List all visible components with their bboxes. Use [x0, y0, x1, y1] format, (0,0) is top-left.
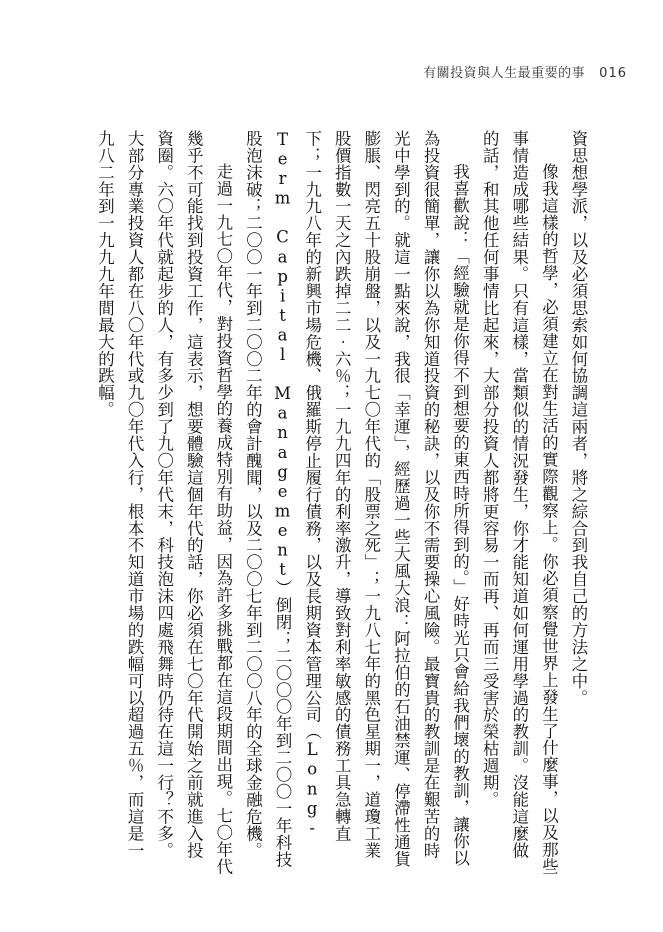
running-header-title: 有關投資與人生最重要的事 [423, 66, 586, 81]
paragraph: 走過一九七〇年代，對投資哲學的養成特別有助益，因為許多挑戰都在這段期間出現。七〇年代幾乎不可能找到投資工作，這表示，想要體驗這個年代的話，你必須在七〇年代開始之前就進入投資圈。六〇年代就起步的人，有多少到了九〇年代末，科技泡沫四處飛舞時仍待在這一行？不多。大部分專業投資人都在八〇年代或九〇年代入行，根本不知道市場的跌幅可以超過五％，而這是一九八二年到一九九九年間最大的跌幅。 [95, 130, 233, 875]
paragraph: 資思想學派，以及必須思索如何協調這兩者，將之綜合到我自己的方法之中。 [569, 130, 588, 707]
paragraph: 像我這樣的哲學，必須建立在對生活的實際觀察上。你必須察覺世界上發生了什麼事，以及那些事情造成哪些結果。只有這樣，當類似的情況發生，你才能知道如何運用學過的教訓。沒能這麼做的話，和其他任何事情比起來，大部分投資人都將更容易一而再、再而三受害於榮枯週期。 [480, 130, 559, 875]
page-number: 016 [599, 66, 627, 81]
paragraph: 我喜歡說：「經驗就是你得不到想要的東西時所得到的。」好時光只會給我們壞的教訓，讓你以為投資很簡單，讓你以為你知道投資的秘訣，以及你不需要操心風險。最寶貴的教訓是在艱苦的時光中學到的。就這一點來說，我很「幸運」，經歷過一些大風大浪：阿拉伯的石油禁運、停滯性通貨膨脹、閃亮五十股崩盤，以及一九七〇年代的「股票之死」；一九八七年的黑色星期一，道瓊工業股價指數一天之內跌掉二二‧六％；一九九四年的利率激升，導致對利率敏感的債務工具急轉直下；一九九八年的新興市場危機、俄羅斯停止履行債務，以及長期資本管理公司（Long-Term Capital Management）倒閉；二〇〇〇年到二〇〇一年科技股泡沫破；二〇〇一年到二〇〇二年的會計醜聞，以及二〇〇七年到二〇〇八年的全球金融危機。 [243, 130, 470, 868]
running-header [423, 62, 627, 81]
vertical-body-text [57, 130, 593, 875]
